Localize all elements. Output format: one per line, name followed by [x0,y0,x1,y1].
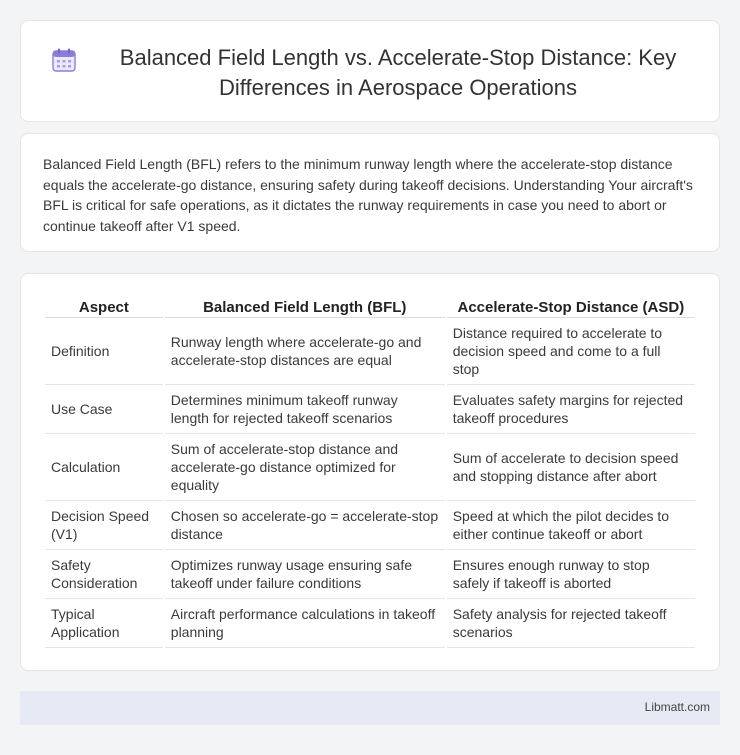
page-title: Balanced Field Length vs. Accelerate-Stop Distance: Key Differences in Aerospace Operations [119,45,677,100]
bfl-cell: Chosen so accelerate-go = accelerate-stop distance [165,501,445,550]
table-row [45,318,695,385]
aspect-cell: Typical Application [45,599,163,648]
column-header-asd: Accelerate-Stop Distance (ASD) [447,296,695,318]
title-card [20,20,720,122]
intro-card [20,133,720,252]
comparison-card [20,273,720,671]
table-row [45,385,695,434]
asd-cell: Evaluates safety margins for rejected takeoff procedures [447,385,695,434]
column-header-aspect: Aspect [45,296,163,318]
aspect-cell: Decision Speed (V1) [45,501,163,550]
bfl-cell: Determines minimum takeoff runway length for rejected takeoff scenarios [165,385,445,434]
asd-cell: Distance required to accelerate to decision speed and come to a full stop [447,318,695,385]
bfl-cell: Aircraft performance calculations in takeoff planning [165,599,445,648]
table-header-row [45,296,695,318]
calendar-icon [51,47,77,73]
aspect-cell: Safety Consideration [45,550,163,599]
asd-cell: Speed at which the pilot decides to either continue takeoff or abort [447,501,695,550]
bfl-cell: Runway length where accelerate-go and accelerate-stop distances are equal [165,318,445,385]
bfl-cell: Sum of accelerate-stop distance and accelerate-go distance optimized for equality [165,434,445,501]
aspect-cell: Use Case [45,385,163,434]
asd-cell: Safety analysis for rejected takeoff scenarios [447,599,695,648]
intro-paragraph: Balanced Field Length (BFL) refers to the minimum runway length where the accelerate-stop distance equals the accelerate-go distance, ensuring safety during takeoff decisions. Understanding Your aircraft's BFL is critical for safe operations, as it dictates the runway requirements in case you need to abort or continue takeoff after V1 speed. [43,156,693,234]
bfl-cell: Optimizes runway usage ensuring safe takeoff under failure conditions [165,550,445,599]
table-row [45,501,695,550]
aspect-cell: Calculation [45,434,163,501]
asd-cell: Ensures enough runway to stop safely if takeoff is aborted [447,550,695,599]
footer-site-link[interactable]: Libmatt.com [644,700,710,714]
table-row [45,599,695,648]
comparison-table [43,296,697,648]
table-row [45,550,695,599]
column-header-bfl: Balanced Field Length (BFL) [165,296,445,318]
asd-cell: Sum of accelerate to decision speed and stopping distance after abort [447,434,695,501]
footer [20,691,720,725]
aspect-cell: Definition [45,318,163,385]
table-row [45,434,695,501]
